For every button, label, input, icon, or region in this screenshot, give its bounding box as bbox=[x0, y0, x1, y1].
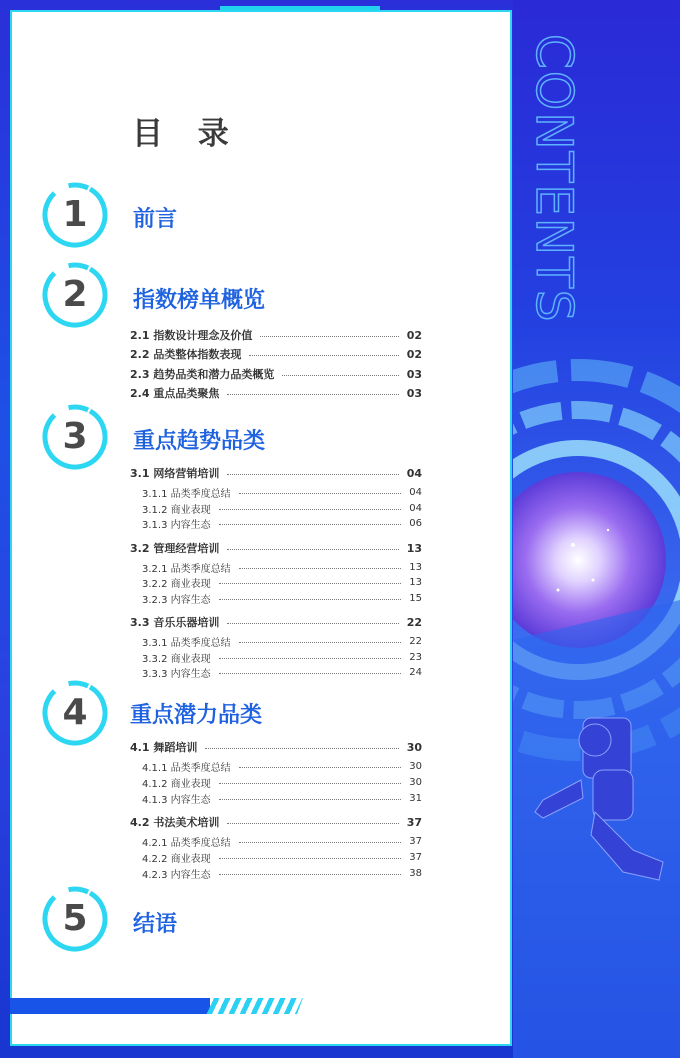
section-4-badge: 4 bbox=[42, 680, 108, 746]
toc-subentry[interactable]: 4.2.1 品类季度总结 37 bbox=[142, 835, 422, 849]
toc-subentry[interactable]: 3.3.1 品类季度总结 22 bbox=[142, 635, 422, 649]
toc-entry[interactable]: 2.4 重点品类聚焦 03 bbox=[130, 386, 422, 400]
contents-side-text: CONTENTS bbox=[525, 34, 583, 324]
toc-subentry[interactable]: 4.2.3 内容生态 38 bbox=[142, 867, 422, 881]
toc-subentry[interactable]: 3.3.2 商业表现 23 bbox=[142, 651, 422, 665]
toc-subentry[interactable]: 3.2.3 内容生态 15 bbox=[142, 592, 422, 606]
section-3-title[interactable]: 重点趋势品类 bbox=[133, 429, 266, 454]
toc-subentry[interactable]: 3.2.1 品类季度总结 13 bbox=[142, 561, 422, 575]
toc-entry[interactable]: 4.2 书法美术培训 37 bbox=[130, 815, 422, 829]
toc-subentry[interactable]: 3.1.2 商业表现 04 bbox=[142, 502, 422, 516]
bottom-stripes bbox=[203, 998, 303, 1014]
toc-entry[interactable]: 2.2 品类整体指数表现 02 bbox=[130, 347, 422, 361]
cover-artwork bbox=[513, 0, 680, 1058]
toc-entry[interactable]: 2.3 趋势品类和潜力品类概览 03 bbox=[130, 367, 422, 381]
section-4-title[interactable]: 重点潜力品类 bbox=[130, 703, 263, 728]
section-1-title[interactable]: 前言 bbox=[133, 207, 178, 232]
toc-subentry[interactable]: 4.1.3 内容生态 31 bbox=[142, 792, 422, 806]
toc-entry[interactable]: 2.1 指数设计理念及价值 02 bbox=[130, 328, 422, 342]
toc-subentry[interactable]: 4.2.2 商业表现 37 bbox=[142, 851, 422, 865]
section-2-badge: 2 bbox=[42, 262, 108, 328]
toc-subentry[interactable]: 4.1.1 品类季度总结 30 bbox=[142, 760, 422, 774]
toc-subentry[interactable]: 4.1.2 商业表现 30 bbox=[142, 776, 422, 790]
toc-entry[interactable]: 3.2 管理经营培训 13 bbox=[130, 541, 422, 555]
section-5-title[interactable]: 结语 bbox=[133, 912, 178, 937]
page-title: 目 录 bbox=[132, 116, 241, 152]
toc-subentry[interactable]: 3.1.3 内容生态 06 bbox=[142, 517, 422, 531]
section-1-badge: 1 bbox=[42, 182, 108, 248]
toc-subentry[interactable]: 3.3.3 内容生态 24 bbox=[142, 666, 422, 680]
section-5-badge: 5 bbox=[42, 886, 108, 952]
toc-subentry[interactable]: 3.2.2 商业表现 13 bbox=[142, 576, 422, 590]
toc-entry[interactable]: 3.3 音乐乐器培训 22 bbox=[130, 615, 422, 629]
section-2-title[interactable]: 指数榜单概览 bbox=[133, 288, 266, 313]
contents-side-text-wrap bbox=[521, 34, 583, 364]
section-3-badge: 3 bbox=[42, 404, 108, 470]
toc-entry[interactable]: 3.1 网络营销培训 04 bbox=[130, 466, 422, 480]
toc-entry[interactable]: 4.1 舞蹈培训 30 bbox=[130, 740, 422, 754]
toc-subentry[interactable]: 3.1.1 品类季度总结 04 bbox=[142, 486, 422, 500]
bottom-accent-bar bbox=[10, 998, 210, 1014]
